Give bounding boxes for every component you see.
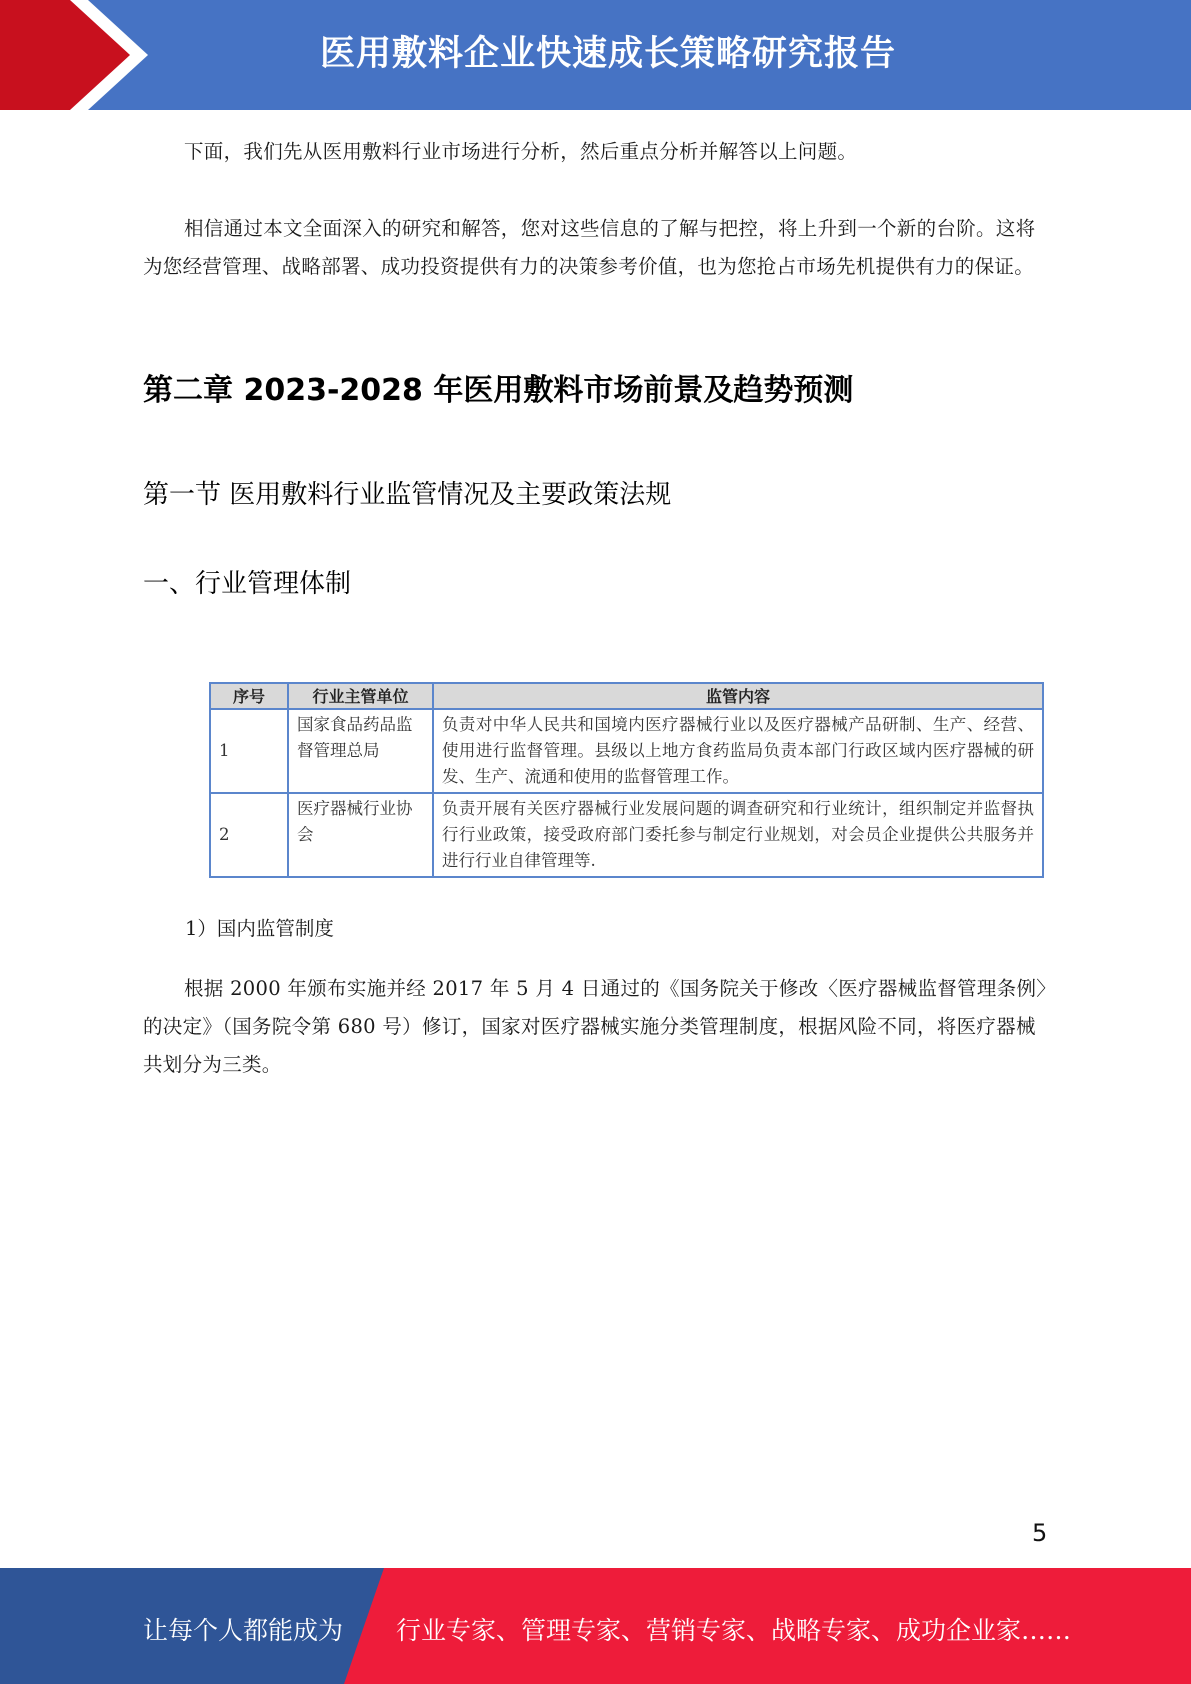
table-header-row — [210, 683, 1043, 709]
subsection-title: 一、行业管理体制 — [143, 569, 352, 599]
row-unit: 国家食品药品监督管理总局 — [288, 709, 433, 793]
column-header-unit: 行业主管单位 — [288, 683, 433, 709]
regulatory-table — [209, 682, 1044, 878]
domestic-regulation-heading: 1）国内监管制度 — [185, 917, 334, 940]
intro-paragraph-1: 下面，我们先从医用敷料行业市场进行分析，然后重点分析并解答以上问题。 — [184, 140, 858, 163]
page-footer — [0, 1568, 1191, 1684]
footer-slogan-right: 行业专家、管理专家、营销专家、战略专家、成功企业家…… — [396, 1616, 1072, 1645]
row-number: 1 — [210, 709, 288, 793]
intro-paragraph-2: 相信通过本文全面深入的研究和解答，您对这些信息的了解与把控，将上升到一个新的台阶。这将为您经营管理、战略部署、成功投资提供有力的决策参考价值，也为您抢占市场先机提供有力的保证。 — [143, 217, 1036, 278]
column-header-number: 序号 — [210, 683, 288, 709]
section-title: 第一节 医用敷料行业监管情况及主要政策法规 — [143, 480, 672, 510]
row-content: 负责开展有关医疗器械行业发展问题的调查研究和行业统计，组织制定并监督执行行业政策，接受政府部门委托参与制定行业规划，对会员企业提供公共服务并进行行业自律管理等. — [433, 793, 1043, 877]
footer-slogan-left: 让每个人都能成为 — [143, 1616, 344, 1645]
column-header-content: 监管内容 — [433, 683, 1043, 709]
row-number: 2 — [210, 793, 288, 877]
domestic-regulation-paragraph: 根据 2000 年颁布实施并经 2017 年 5 月 4 日通过的《国务院关于修改〈医疗器械监督管理条例〉的决定》（国务院令第 680 号）修订，国家对医疗器械实施分类管理制度，根据风险不同，将医疗器械共划分为三类。 — [143, 977, 1047, 1076]
page-header — [0, 0, 1191, 110]
chapter-title: 第二章 2023-2028 年医用敷料市场前景及趋势预测 — [143, 373, 854, 408]
report-title: 医用敷料企业快速成长策略研究报告 — [320, 34, 897, 74]
table-row — [210, 793, 1043, 877]
row-unit: 医疗器械行业协会 — [288, 793, 433, 877]
row-content: 负责对中华人民共和国境内医疗器械行业以及医疗器械产品研制、生产、经营、使用进行监督管理。县级以上地方食药监局负责本部门行政区域内医疗器械的研发、生产、流通和使用的监督管理工作。 — [433, 709, 1043, 793]
page-number: 5 — [1032, 1519, 1048, 1547]
header-arrow-decoration — [0, 0, 160, 110]
table-row — [210, 709, 1043, 793]
